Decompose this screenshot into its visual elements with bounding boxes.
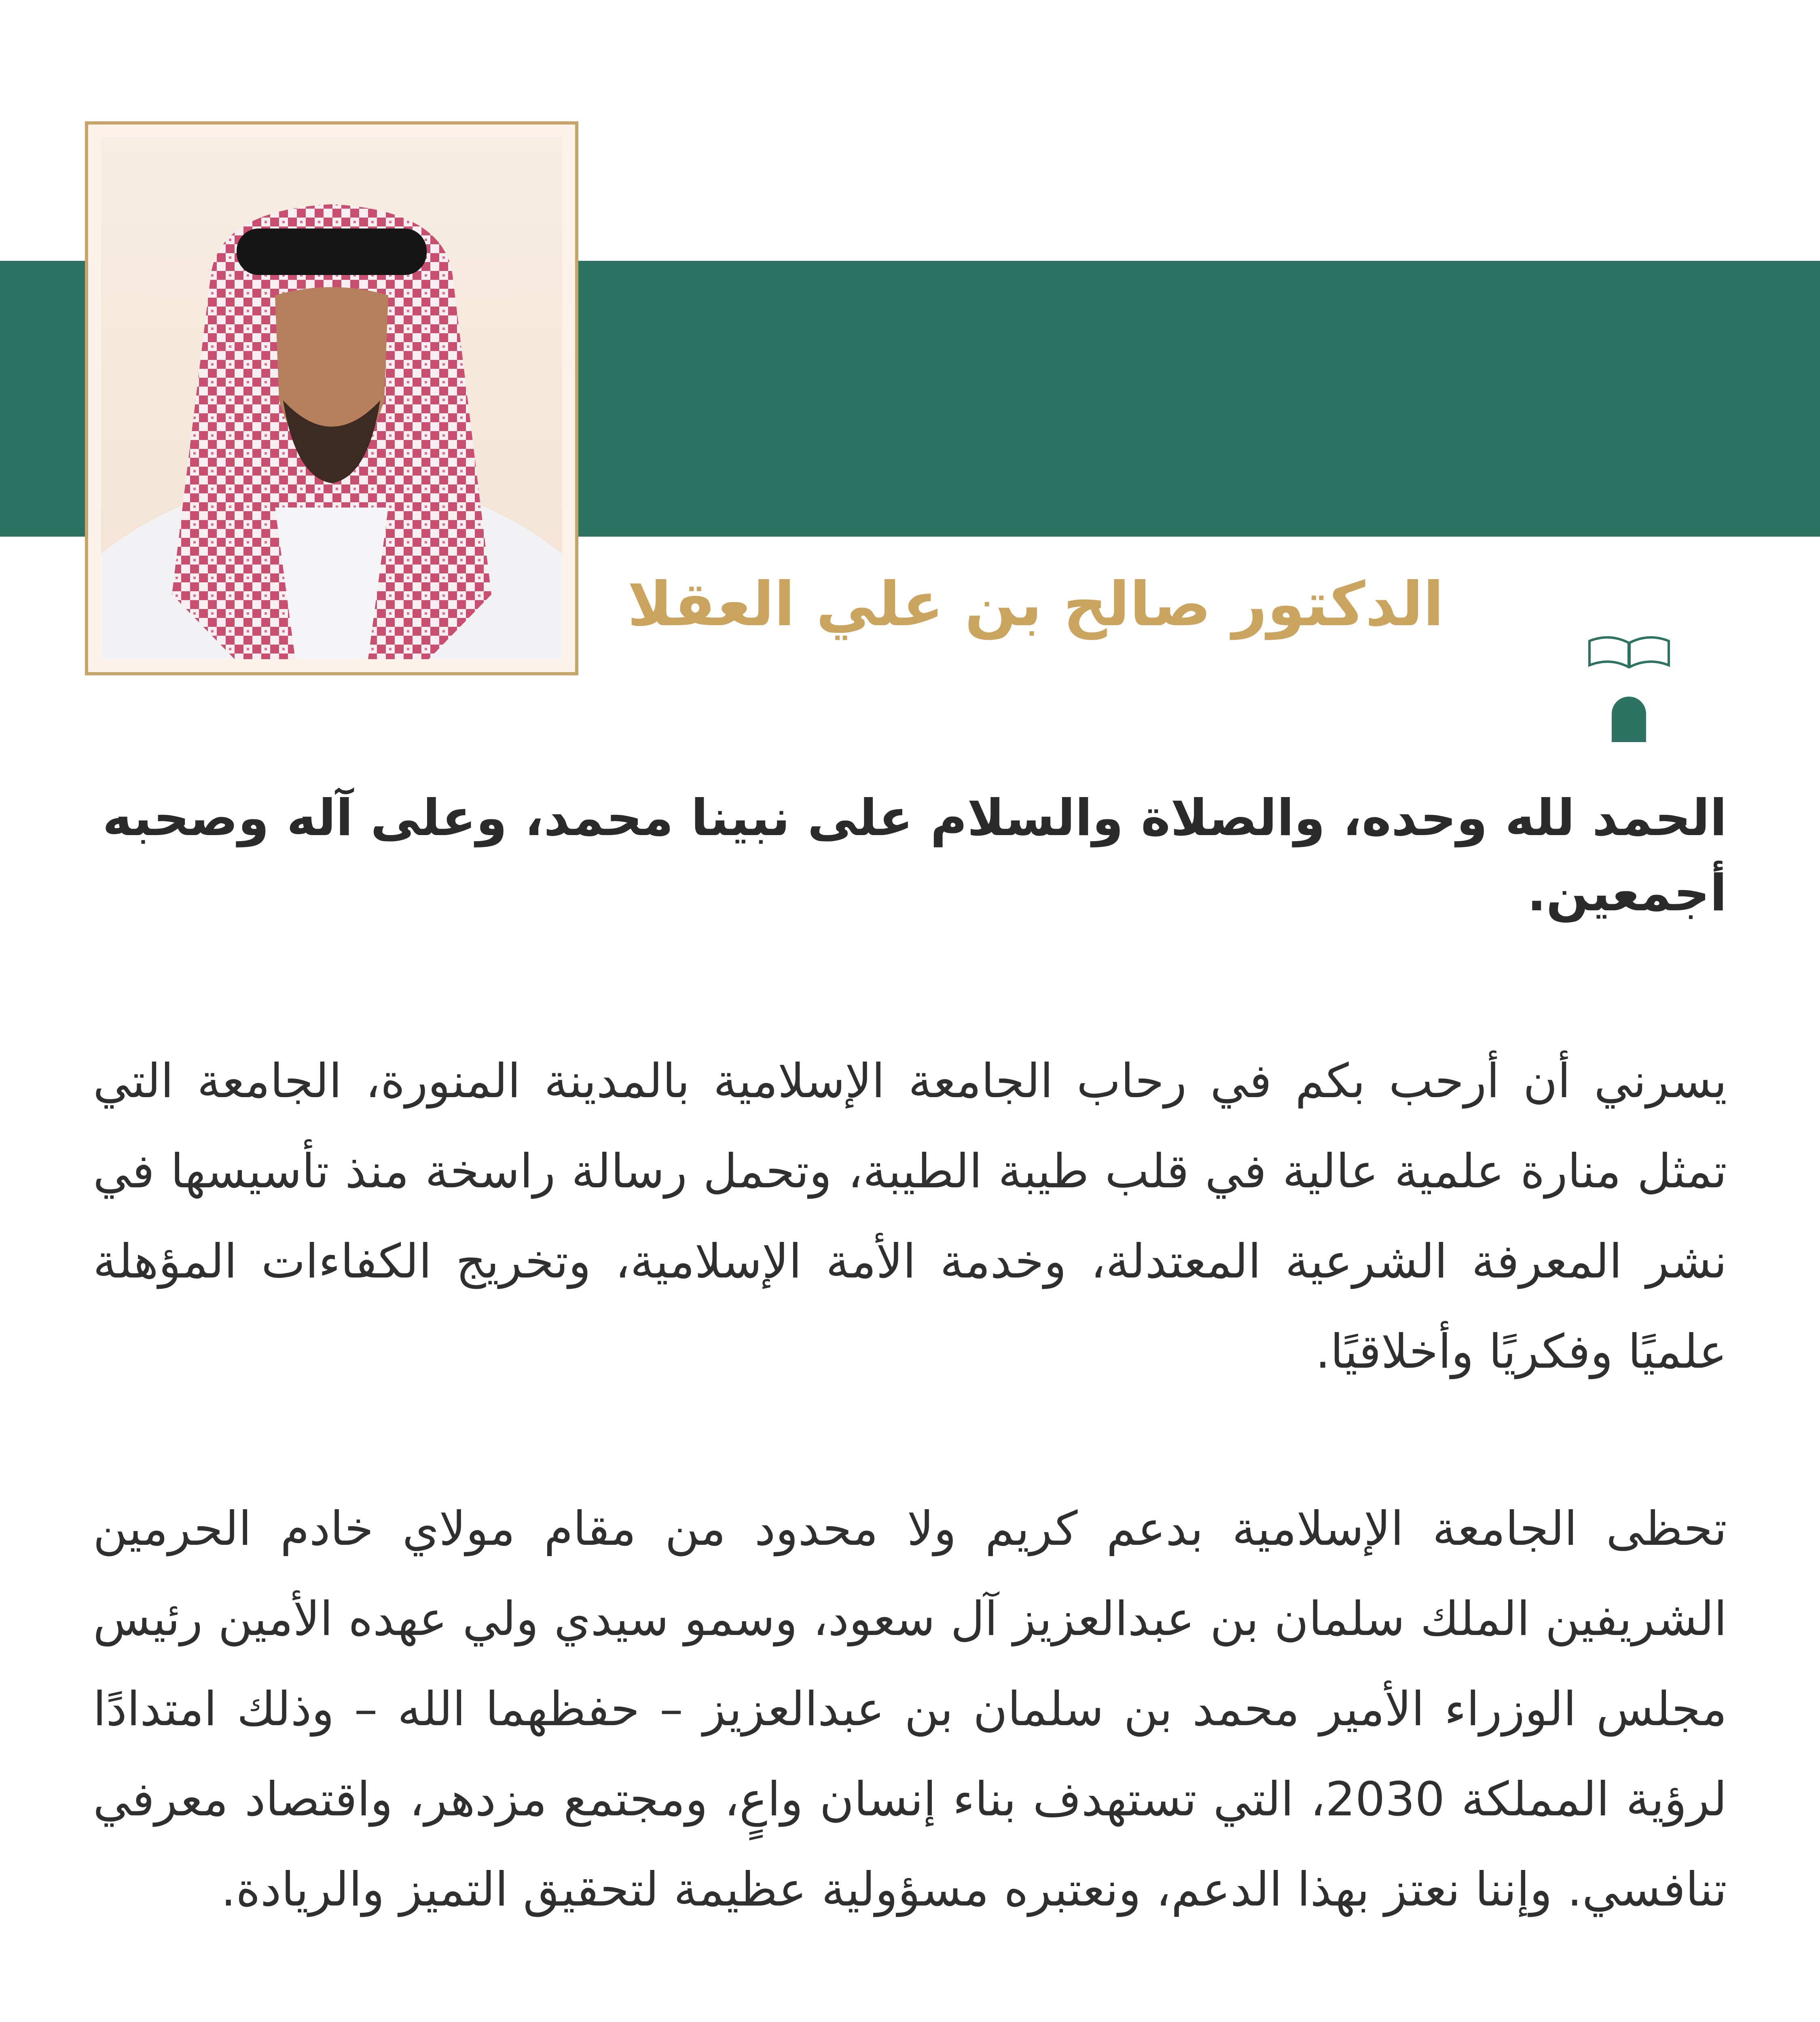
president-title: رئيـس الجامعة الإسلاميــة بالمدينـة المنورة [698,694,1444,736]
president-name: الدكتور صالح بن علي العقلا [627,569,1444,640]
opening-line: الحمد لله وحده، والصلاة والسلام على نبينا محمد، وعلى آله وصحبه أجمعين. [102,789,1727,922]
paragraph-1: يسرني أن أرحب بكم في رحاب الجامعة الإسلامية بالمدينة المنورة، الجامعة التي تمثل منارة علمية عالية في قلب طيبة الطيبة، وتحمل رسالة راسخة منذ تأسيسها في نشر المعرفة الشرعية المعتدلة، وخدمة الأمة الإسلامية، وتخريج الكفاءات المؤهلة علميًا وفكريًا وأخلاقيًا. [93,1054,1727,1379]
islamic-university-logo-icon [1525,544,1751,770]
portrait-frame [85,121,578,675]
portrait-photo-icon [101,137,562,659]
paragraph-2: تحظى الجامعة الإسلامية بدعم كريم ولا محدود من مقام مولاي خادم الحرمين الشريفين الملك سلمان بن عبدالعزيز آل سعود، وسمو سيدي ولي عهده الأمين رئيس مجلس الوزراء الأمير محمد بن سلمان بن عبدالعزيز – حفظهما الله – وذلك امتدادًا لرؤية المملكة 2030، التي تستهدف بناء إنسان واعٍ، ومجتمع مزدهر، واقتصاد معرفي تنافسي. وإننا نعتز بهذا الدعم، ونعتبره مسؤولية عظيمة لتحقيق التميز والريادة. [93,1502,1727,1917]
message-content [93,780,1727,2022]
